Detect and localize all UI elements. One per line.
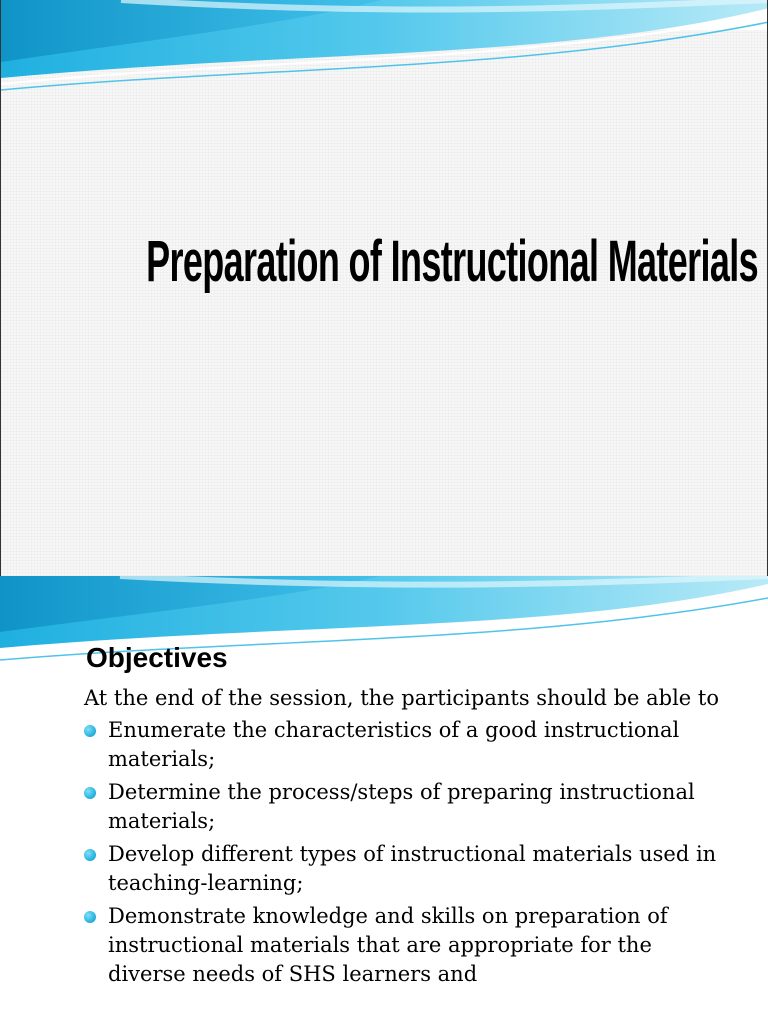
list-item [84,778,724,836]
list-item-text: Demonstrate knowledge and skills on preparation of instructional materials that are appropriate for the diverse needs of SHS learners and [108,904,668,986]
list-item-text: Enumerate the characteristics of a good instructional materials; [108,718,680,771]
list-item [84,840,724,898]
slide-title: Preparation of Instructional Materials [146,229,759,294]
wave-header-decoration [1,0,768,100]
objectives-slide [0,576,768,1024]
list-item-text: Develop different types of instructional materials used in teaching-learning; [108,842,717,895]
objectives-list [84,716,724,989]
objectives-body [84,684,724,993]
list-item [84,716,724,774]
bullet-dot-icon [84,911,96,923]
bullet-dot-icon [84,787,96,799]
section-heading: Objectives [86,642,228,673]
bullet-dot-icon [84,849,96,861]
list-item [84,902,724,989]
intro-text: At the end of the session, the participants should be able to [84,686,719,710]
bullet-dot-icon [84,725,96,737]
list-item-text: Determine the process/steps of preparing instructional materials; [108,780,695,833]
